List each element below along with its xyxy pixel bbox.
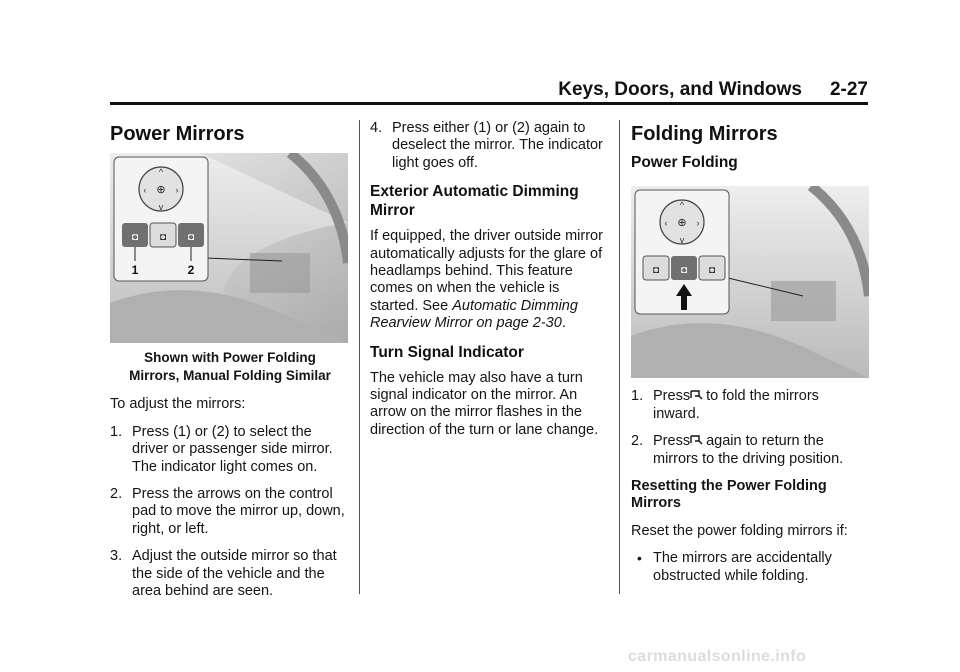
folding-mirror-figure	[631, 186, 869, 378]
svg-text:⊕: ⊕	[156, 184, 166, 197]
step-text: Press the arrows on the control pad to move the mirror up, down, right, or left.	[132, 486, 345, 537]
caption-line: Mirrors, Manual Folding Similar	[129, 368, 331, 384]
watermark: carmanualsonline.info	[628, 648, 807, 665]
fold-mirror-icon	[690, 388, 703, 401]
fold-mirror-icon	[690, 433, 703, 446]
step-pre: Press	[653, 433, 691, 450]
header-rule	[110, 102, 868, 105]
turn-signal-paragraph: The vehicle may also have a turn signal indicator on the mirror. An arrow on the mirror flashes in the direction of the turn or lane change.	[370, 369, 599, 438]
page-number: 2-27	[829, 79, 868, 100]
header-title: Keys, Doors, and Windows	[558, 79, 802, 100]
caption-line: Shown with Power Folding	[144, 350, 316, 366]
bullet-item	[631, 550, 869, 585]
svg-text:v: v	[679, 235, 685, 246]
svg-text:◘: ◘	[680, 265, 688, 277]
step-item	[110, 486, 350, 538]
svg-text:‹: ‹	[143, 185, 147, 196]
dimming-text: If equipped, the driver outside mirror automatically adjusts for the glare of headlamps behind. This feature comes on when the vehicle is started. See	[370, 228, 603, 314]
callout-1: 1	[131, 263, 139, 278]
page-header	[110, 79, 868, 101]
column-divider	[359, 120, 360, 594]
bullet-text: The mirrors are accidentally obstructed while folding.	[653, 550, 832, 584]
power-mirror-figure	[110, 153, 348, 343]
step-number: 1.	[110, 423, 123, 440]
svg-text:◘: ◘	[131, 232, 139, 244]
column-3	[631, 120, 869, 595]
svg-text:›: ›	[696, 218, 700, 229]
step-item	[110, 424, 350, 476]
dimming-end: .	[561, 315, 566, 332]
step-post: to fold the mirrors inward.	[653, 388, 819, 422]
step-number: 3.	[110, 548, 123, 565]
step-number: 1.	[631, 388, 644, 405]
svg-text:◘: ◘	[159, 232, 167, 244]
step-pre: Press	[653, 388, 691, 405]
step-post: again to return the mirrors to the driving position.	[653, 433, 844, 467]
step-number: 4.	[370, 120, 383, 136]
svg-text:⊕: ⊕	[677, 217, 687, 230]
subheading-power-folding: Power Folding	[631, 154, 738, 172]
intro-text: To adjust the mirrors:	[110, 396, 246, 413]
step-item	[631, 388, 869, 423]
reset-intro: Reset the power folding mirrors if:	[631, 522, 848, 539]
step-number: 2.	[110, 486, 123, 503]
step-text: Press either (1) or (2) again to deselect the mirror. The indicator light goes off.	[392, 120, 603, 171]
cross-reference-link: Automatic Dimming Rearview Mirror on page 2-30	[370, 297, 578, 332]
subheading-turn-signal: Turn Signal Indicator	[370, 343, 524, 361]
section-title-power-mirrors: Power Mirrors	[110, 123, 245, 145]
column-2	[370, 120, 610, 449]
section-title-folding-mirrors: Folding Mirrors	[631, 123, 778, 145]
subheading-auto-dimming: Exterior Automatic Dimming Mirror	[370, 183, 579, 220]
step-item	[631, 433, 869, 468]
svg-text:^: ^	[158, 167, 164, 178]
svg-text:‹: ‹	[664, 218, 668, 229]
svg-text:›: ›	[175, 185, 179, 196]
step-text: Press (1) or (2) to select the driver or passenger side mirror. The indicator light comes on.	[132, 423, 333, 475]
svg-text:^: ^	[679, 200, 685, 211]
dimming-paragraph	[370, 228, 610, 332]
svg-text:◘: ◘	[652, 265, 660, 277]
svg-text:◘: ◘	[187, 232, 195, 244]
column-divider	[619, 120, 620, 594]
step-item	[110, 548, 350, 600]
figure-caption	[110, 349, 350, 385]
step-item	[370, 120, 610, 172]
svg-text:◘: ◘	[708, 265, 716, 277]
subheading-resetting: Resetting the Power Folding Mirrors	[631, 478, 827, 512]
bullet-glyph: •	[637, 550, 642, 567]
step-text: Adjust the outside mirror so that the side of the vehicle and the area behind are seen.	[132, 548, 337, 600]
step-number: 2.	[631, 433, 644, 450]
callout-2: 2	[187, 263, 195, 278]
svg-text:v: v	[158, 202, 164, 213]
column-1	[110, 120, 350, 610]
